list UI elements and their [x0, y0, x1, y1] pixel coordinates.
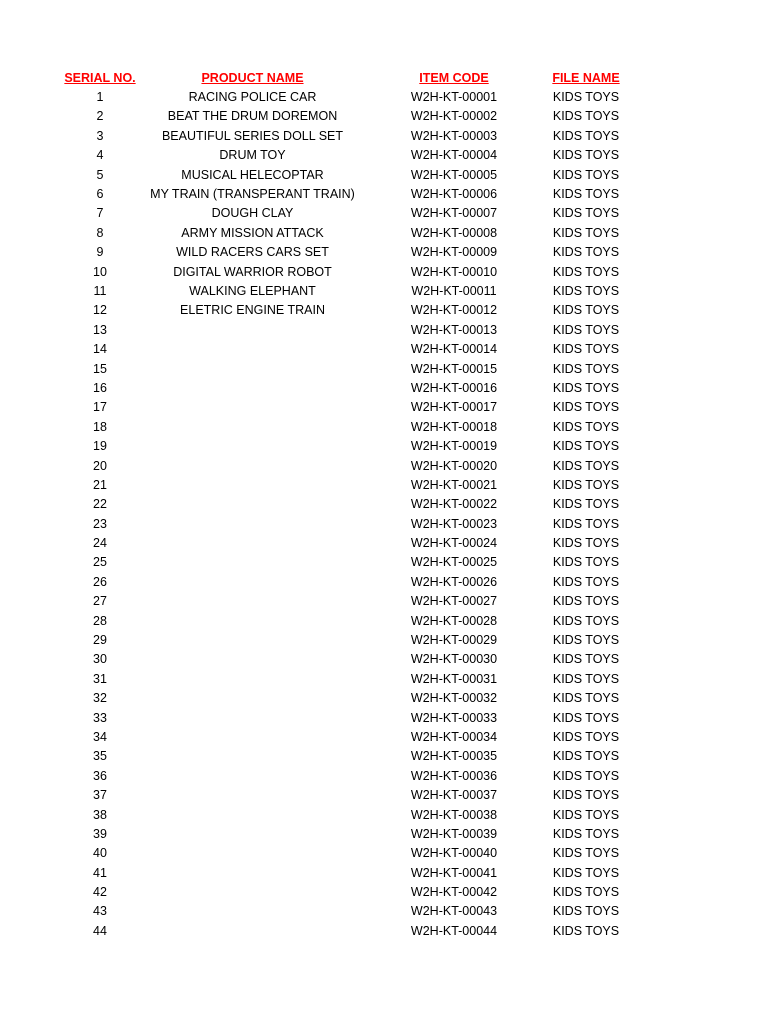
item-code-cell: W2H-KT-00039 [410, 826, 498, 841]
table-row [0, 592, 768, 611]
table-row [0, 844, 768, 863]
header-row [0, 68, 768, 87]
file-name-cell: KIDS TOYS [552, 419, 620, 434]
table-row [0, 184, 768, 203]
serial-cell: 7 [96, 206, 104, 221]
serial-cell: 34 [93, 729, 107, 744]
file-name-cell: KIDS TOYS [552, 167, 620, 182]
file-name-cell: KIDS TOYS [552, 516, 620, 531]
serial-cell: 23 [93, 516, 107, 531]
table-row [0, 87, 768, 106]
serial-cell: 3 [96, 128, 104, 143]
serial-cell: 22 [93, 497, 107, 512]
table-row [0, 126, 768, 145]
product-name-cell: ARMY MISSION ATTACK [181, 225, 324, 240]
file-name-cell: KIDS TOYS [552, 652, 620, 667]
item-code-cell: W2H-KT-00001 [410, 90, 498, 105]
file-name-cell: KIDS TOYS [552, 574, 620, 589]
header-serial-no: SERIAL NO. [64, 70, 136, 85]
table-row [0, 533, 768, 552]
file-name-cell: KIDS TOYS [552, 109, 620, 124]
serial-cell: 30 [93, 652, 107, 667]
file-name-cell: KIDS TOYS [552, 380, 620, 395]
table-row [0, 146, 768, 165]
item-code-cell: W2H-KT-00033 [410, 710, 498, 725]
serial-cell: 9 [96, 245, 104, 260]
item-code-cell: W2H-KT-00032 [410, 691, 498, 706]
file-name-cell: KIDS TOYS [552, 923, 620, 938]
file-name-cell: KIDS TOYS [552, 691, 620, 706]
serial-cell: 41 [93, 865, 107, 880]
product-name-cell: WALKING ELEPHANT [189, 283, 316, 298]
item-code-cell: W2H-KT-00016 [410, 380, 498, 395]
table-row [0, 243, 768, 262]
file-name-cell: KIDS TOYS [552, 788, 620, 803]
table-row [0, 708, 768, 727]
serial-cell: 28 [93, 613, 107, 628]
product-name-cell: MY TRAIN (TRANSPERANT TRAIN) [150, 187, 355, 202]
file-name-cell: KIDS TOYS [552, 322, 620, 337]
serial-cell: 11 [93, 283, 107, 298]
item-code-cell: W2H-KT-00036 [410, 768, 498, 783]
file-name-cell: KIDS TOYS [552, 749, 620, 764]
header-file-name: FILE NAME [552, 70, 620, 85]
table-row [0, 417, 768, 436]
serial-cell: 39 [93, 826, 107, 841]
serial-cell: 14 [93, 342, 107, 357]
table-row [0, 805, 768, 824]
serial-cell: 2 [96, 109, 104, 124]
serial-cell: 35 [93, 749, 107, 764]
file-name-cell: KIDS TOYS [552, 439, 620, 454]
table-row [0, 398, 768, 417]
serial-cell: 10 [93, 264, 107, 279]
table-row [0, 669, 768, 688]
item-code-cell: W2H-KT-00025 [410, 555, 498, 570]
file-name-cell: KIDS TOYS [552, 477, 620, 492]
item-code-cell: W2H-KT-00035 [410, 749, 498, 764]
item-code-cell: W2H-KT-00029 [410, 633, 498, 648]
table-row [0, 378, 768, 397]
table-row [0, 611, 768, 630]
serial-cell: 40 [93, 846, 107, 861]
serial-cell: 19 [93, 439, 107, 454]
table-row [0, 107, 768, 126]
product-name-cell: DIGITAL WARRIOR ROBOT [173, 264, 332, 279]
table-row [0, 689, 768, 708]
item-code-cell: W2H-KT-00023 [410, 516, 498, 531]
file-name-cell: KIDS TOYS [552, 90, 620, 105]
table-row [0, 456, 768, 475]
item-code-cell: W2H-KT-00014 [410, 342, 498, 357]
item-code-cell: W2H-KT-00043 [410, 904, 498, 919]
product-name-cell: DOUGH CLAY [211, 206, 294, 221]
serial-cell: 13 [93, 322, 107, 337]
serial-cell: 6 [96, 187, 104, 202]
product-name-cell: DRUM TOY [219, 148, 286, 163]
file-name-cell: KIDS TOYS [552, 225, 620, 240]
table-row [0, 165, 768, 184]
product-name-cell: RACING POLICE CAR [188, 90, 317, 105]
item-code-cell: W2H-KT-00011 [411, 283, 497, 298]
serial-cell: 38 [93, 807, 107, 822]
file-name-cell: KIDS TOYS [552, 361, 620, 376]
serial-cell: 27 [93, 594, 107, 609]
table-row [0, 301, 768, 320]
item-code-cell: W2H-KT-00028 [410, 613, 498, 628]
file-name-cell: KIDS TOYS [552, 148, 620, 163]
serial-cell: 16 [93, 380, 107, 395]
serial-cell: 31 [93, 671, 107, 686]
file-name-cell: KIDS TOYS [552, 671, 620, 686]
item-code-cell: W2H-KT-00026 [410, 574, 498, 589]
file-name-cell: KIDS TOYS [552, 594, 620, 609]
item-code-cell: W2H-KT-00010 [410, 264, 498, 279]
table-row [0, 863, 768, 882]
table-row [0, 495, 768, 514]
table-row [0, 204, 768, 223]
table-row [0, 262, 768, 281]
file-name-cell: KIDS TOYS [552, 536, 620, 551]
serial-cell: 21 [93, 477, 107, 492]
table-row [0, 436, 768, 455]
item-code-cell: W2H-KT-00042 [410, 885, 498, 900]
file-name-cell: KIDS TOYS [552, 768, 620, 783]
product-name-cell: BEAT THE DRUM DOREMON [167, 109, 338, 124]
serial-cell: 5 [96, 167, 104, 182]
serial-cell: 36 [93, 768, 107, 783]
file-name-cell: KIDS TOYS [552, 264, 620, 279]
serial-cell: 17 [93, 400, 107, 415]
header-product-name: PRODUCT NAME [201, 70, 304, 85]
table-row [0, 572, 768, 591]
serial-cell: 8 [96, 225, 104, 240]
serial-cell: 25 [93, 555, 107, 570]
item-code-cell: W2H-KT-00005 [410, 167, 498, 182]
serial-cell: 26 [93, 574, 107, 589]
file-name-cell: KIDS TOYS [552, 904, 620, 919]
product-name-cell: WILD RACERS CARS SET [176, 245, 329, 260]
serial-cell: 24 [93, 536, 107, 551]
serial-cell: 29 [93, 633, 107, 648]
table-row [0, 650, 768, 669]
item-code-cell: W2H-KT-00007 [410, 206, 498, 221]
item-code-cell: W2H-KT-00018 [410, 419, 498, 434]
item-code-cell: W2H-KT-00020 [410, 458, 498, 473]
item-code-cell: W2H-KT-00017 [410, 400, 498, 415]
table-row [0, 475, 768, 494]
header-item-code: ITEM CODE [419, 70, 489, 85]
file-name-cell: KIDS TOYS [552, 342, 620, 357]
file-name-cell: KIDS TOYS [552, 729, 620, 744]
file-name-cell: KIDS TOYS [552, 283, 620, 298]
file-name-cell: KIDS TOYS [552, 400, 620, 415]
item-code-cell: W2H-KT-00006 [410, 187, 498, 202]
serial-cell: 4 [96, 148, 104, 163]
serial-cell: 20 [93, 458, 107, 473]
table-row [0, 902, 768, 921]
table-row [0, 223, 768, 242]
serial-cell: 42 [93, 885, 107, 900]
table-row [0, 281, 768, 300]
item-code-cell: W2H-KT-00002 [410, 109, 498, 124]
table-row [0, 785, 768, 804]
item-code-cell: W2H-KT-00021 [410, 477, 498, 492]
item-code-cell: W2H-KT-00003 [410, 128, 498, 143]
file-name-cell: KIDS TOYS [552, 187, 620, 202]
file-name-cell: KIDS TOYS [552, 613, 620, 628]
serial-cell: 33 [93, 710, 107, 725]
item-code-cell: W2H-KT-00040 [410, 846, 498, 861]
product-name-cell: MUSICAL HELECOPTAR [181, 167, 324, 182]
file-name-cell: KIDS TOYS [552, 555, 620, 570]
file-name-cell: KIDS TOYS [552, 826, 620, 841]
table-row [0, 766, 768, 785]
item-code-cell: W2H-KT-00008 [410, 225, 498, 240]
table-row [0, 921, 768, 940]
table-row [0, 630, 768, 649]
serial-cell: 37 [93, 788, 107, 803]
file-name-cell: KIDS TOYS [552, 458, 620, 473]
item-code-cell: W2H-KT-00034 [410, 729, 498, 744]
table-row [0, 320, 768, 339]
serial-cell: 15 [93, 361, 107, 376]
serial-cell: 44 [93, 923, 107, 938]
table-row [0, 514, 768, 533]
item-code-cell: W2H-KT-00019 [410, 439, 498, 454]
file-name-cell: KIDS TOYS [552, 245, 620, 260]
table-row [0, 747, 768, 766]
item-code-cell: W2H-KT-00031 [410, 671, 498, 686]
file-name-cell: KIDS TOYS [552, 710, 620, 725]
item-code-cell: W2H-KT-00037 [410, 788, 498, 803]
item-code-cell: W2H-KT-00038 [410, 807, 498, 822]
file-name-cell: KIDS TOYS [552, 846, 620, 861]
item-code-cell: W2H-KT-00027 [410, 594, 498, 609]
serial-cell: 12 [93, 303, 107, 318]
item-code-cell: W2H-KT-00012 [410, 303, 498, 318]
serial-cell: 18 [93, 419, 107, 434]
file-name-cell: KIDS TOYS [552, 206, 620, 221]
table-row [0, 553, 768, 572]
table-body [0, 87, 768, 940]
file-name-cell: KIDS TOYS [552, 885, 620, 900]
product-name-cell: BEAUTIFUL SERIES DOLL SET [161, 128, 344, 143]
file-name-cell: KIDS TOYS [552, 865, 620, 880]
item-code-cell: W2H-KT-00004 [410, 148, 498, 163]
item-code-cell: W2H-KT-00041 [410, 865, 498, 880]
item-code-cell: W2H-KT-00030 [410, 652, 498, 667]
table-row [0, 339, 768, 358]
serial-cell: 43 [93, 904, 107, 919]
table-row [0, 882, 768, 901]
product-name-cell: ELETRIC ENGINE TRAIN [180, 303, 325, 318]
item-code-cell: W2H-KT-00013 [410, 322, 498, 337]
file-name-cell: KIDS TOYS [552, 303, 620, 318]
item-code-cell: W2H-KT-00009 [410, 245, 498, 260]
serial-cell: 1 [96, 90, 104, 105]
table-row [0, 359, 768, 378]
file-name-cell: KIDS TOYS [552, 497, 620, 512]
item-code-cell: W2H-KT-00044 [410, 923, 498, 938]
serial-cell: 32 [93, 691, 107, 706]
item-code-cell: W2H-KT-00015 [410, 361, 498, 376]
item-code-cell: W2H-KT-00022 [410, 497, 498, 512]
spreadsheet-table [0, 68, 768, 941]
file-name-cell: KIDS TOYS [552, 807, 620, 822]
item-code-cell: W2H-KT-00024 [410, 536, 498, 551]
table-row [0, 727, 768, 746]
file-name-cell: KIDS TOYS [552, 633, 620, 648]
table-row [0, 824, 768, 843]
file-name-cell: KIDS TOYS [552, 128, 620, 143]
